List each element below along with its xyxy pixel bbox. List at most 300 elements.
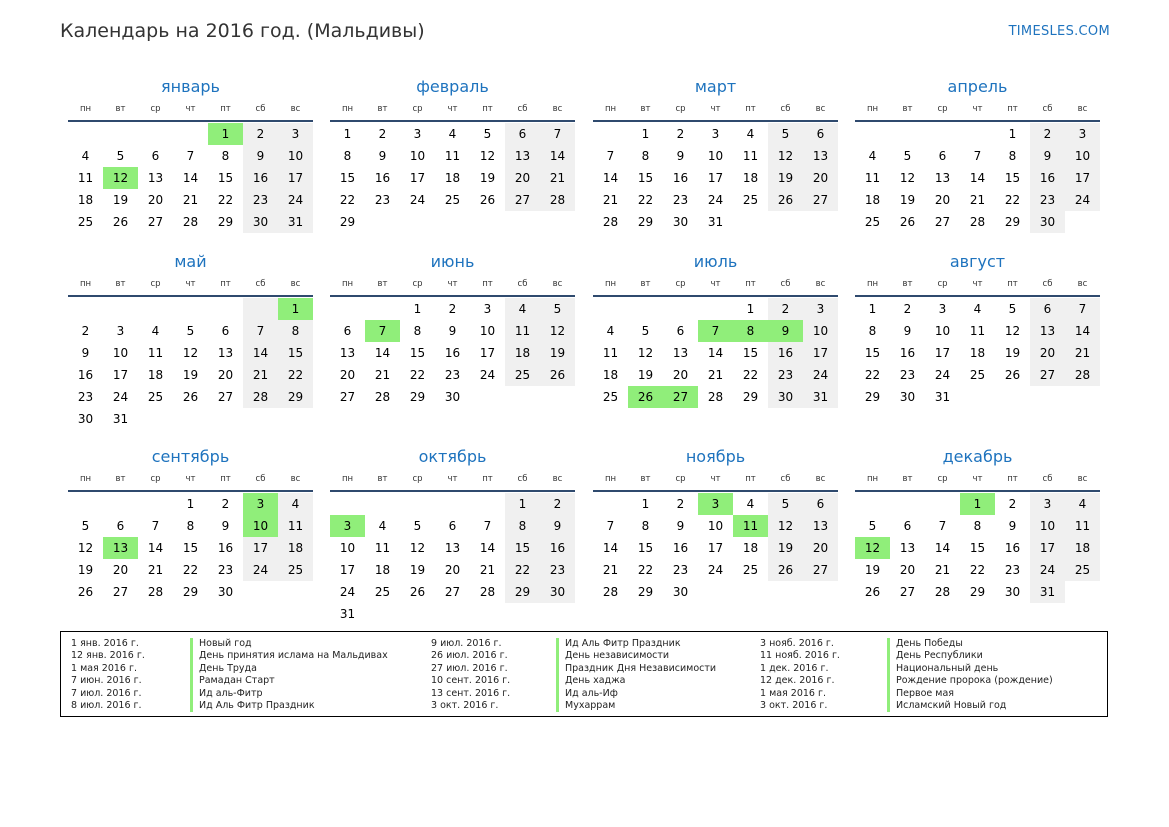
day-cell: 9 <box>1008 519 1017 533</box>
weekday-label: чт <box>447 104 458 114</box>
day-cell: 17 <box>934 346 951 360</box>
day-cell: 6 <box>448 519 457 533</box>
day-cell: 8 <box>1008 149 1017 163</box>
day-cell: 19 <box>1004 346 1021 360</box>
day-cell: 18 <box>77 193 94 207</box>
day-empty <box>593 123 628 145</box>
day-cell: 3 <box>711 127 720 141</box>
day-cell: 26 <box>628 386 663 408</box>
day-cell: 6 <box>151 149 160 163</box>
weekday-label: ср <box>675 474 686 484</box>
day-cell: 5 <box>768 493 803 515</box>
weekday-label: вт <box>902 474 913 484</box>
month-name: октябрь <box>418 447 487 466</box>
day-cell: 26 <box>864 585 881 599</box>
day-cell: 9 <box>676 149 685 163</box>
day-cell: 12 <box>540 320 575 342</box>
day-cell: 20 <box>505 167 540 189</box>
day-cell: 7 <box>606 519 615 533</box>
weekday-label: сб <box>255 279 266 289</box>
day-cell: 14 <box>969 171 986 185</box>
legend-date: 11 нояб. 2016 г. <box>760 650 840 662</box>
day-cell: 4 <box>746 127 755 141</box>
day-cell: 27 <box>899 585 916 599</box>
month-name: ноябрь <box>685 447 746 466</box>
day-cell: 22 <box>864 368 881 382</box>
weekday-header <box>68 273 313 295</box>
day-cell: 13 <box>339 346 356 360</box>
day-grid <box>593 493 838 603</box>
day-cell: 15 <box>217 171 234 185</box>
day-empty <box>365 298 400 320</box>
legend-date: 9 июл. 2016 г. <box>431 638 502 649</box>
day-cell: 6 <box>505 123 540 145</box>
day-cell: 10 <box>479 324 496 338</box>
legend-holiday-name: Рамадан Старт <box>199 675 275 687</box>
day-cell: 12 <box>768 145 803 167</box>
day-cell: 4 <box>278 493 313 515</box>
day-empty <box>173 123 208 145</box>
day-cell: 10 <box>339 541 356 555</box>
weekday-label: сб <box>517 474 528 484</box>
day-cell: 30 <box>77 412 94 426</box>
weekday-label: чт <box>185 104 196 114</box>
day-cell: 11 <box>864 171 881 185</box>
day-cell: 11 <box>733 515 768 537</box>
weekday-label: вс <box>290 474 301 484</box>
day-cell: 26 <box>768 189 803 211</box>
day-cell: 3 <box>116 324 125 338</box>
day-cell: 20 <box>444 563 461 577</box>
legend-holiday-name: День Победы <box>896 638 963 649</box>
day-cell: 23 <box>540 559 575 581</box>
weekday-header <box>330 468 575 490</box>
day-cell: 19 <box>409 563 426 577</box>
day-cell: 6 <box>803 123 838 145</box>
day-grid <box>855 298 1100 408</box>
day-cell: 22 <box>742 368 759 382</box>
day-cell: 3 <box>1065 123 1100 145</box>
weekday-header <box>593 98 838 120</box>
legend-holiday-name: Новый год <box>199 638 252 649</box>
page-title: Календарь на 2016 год. (Мальдивы) <box>60 20 425 42</box>
day-cell: 14 <box>1065 320 1100 342</box>
day-cell: 15 <box>1004 171 1021 185</box>
day-cell: 16 <box>217 541 234 555</box>
day-cell: 17 <box>479 346 496 360</box>
day-empty <box>138 298 173 320</box>
day-cell: 10 <box>1065 145 1100 167</box>
day-cell: 10 <box>409 149 426 163</box>
legend-date: 12 янв. 2016 г. <box>71 650 145 662</box>
weekday-label: вс <box>290 279 301 289</box>
legend-holiday-name: Национальный день <box>896 662 999 674</box>
day-empty <box>628 298 663 320</box>
weekday-label: ср <box>412 104 423 114</box>
day-cell: 26 <box>899 215 916 229</box>
weekday-label: вс <box>815 104 826 114</box>
day-grid <box>68 123 313 233</box>
weekday-label: пт <box>1007 279 1018 289</box>
day-cell: 20 <box>803 167 838 189</box>
day-cell: 29 <box>217 215 234 229</box>
day-cell: 15 <box>864 346 881 360</box>
day-cell: 6 <box>903 519 912 533</box>
weekday-label: сб <box>517 279 528 289</box>
day-cell: 14 <box>602 171 619 185</box>
weekday-label: пн <box>604 474 617 484</box>
day-empty <box>925 493 960 515</box>
day-cell: 24 <box>707 193 724 207</box>
day-cell: 21 <box>374 368 391 382</box>
weekday-label: ср <box>937 279 948 289</box>
day-cell: 1 <box>641 497 650 511</box>
day-grid <box>330 298 575 408</box>
weekday-label: чт <box>972 279 983 289</box>
day-cell: 18 <box>864 193 881 207</box>
day-cell: 29 <box>864 390 881 404</box>
day-cell: 13 <box>1030 320 1065 342</box>
day-cell: 7 <box>243 320 278 342</box>
day-cell: 24 <box>339 585 356 599</box>
day-cell: 19 <box>768 167 803 189</box>
day-cell: 15 <box>278 342 313 364</box>
month-8 <box>855 251 1100 408</box>
month-1 <box>68 76 313 233</box>
day-cell: 13 <box>934 171 951 185</box>
day-cell: 20 <box>112 563 129 577</box>
legend-holiday-name: День принятия ислама на Мальдивах <box>199 650 388 662</box>
day-cell: 19 <box>182 368 199 382</box>
day-cell: 16 <box>768 342 803 364</box>
day-cell: 25 <box>864 215 881 229</box>
day-cell: 22 <box>969 563 986 577</box>
legend-holiday-name: День Республики <box>896 650 983 662</box>
day-cell: 6 <box>938 149 947 163</box>
day-cell: 30 <box>243 211 278 233</box>
day-cell: 2 <box>903 302 912 316</box>
day-cell: 14 <box>934 541 951 555</box>
weekday-label: чт <box>710 474 721 484</box>
day-cell: 29 <box>969 585 986 599</box>
day-cell: 17 <box>243 537 278 559</box>
day-cell: 28 <box>602 585 619 599</box>
day-cell: 11 <box>602 346 619 360</box>
day-cell: 2 <box>1030 123 1065 145</box>
legend-date: 1 дек. 2016 г. <box>760 662 829 674</box>
day-cell: 29 <box>278 386 313 408</box>
day-cell: 10 <box>934 324 951 338</box>
day-cell: 20 <box>147 193 164 207</box>
day-cell: 3 <box>278 123 313 145</box>
day-cell: 8 <box>278 320 313 342</box>
day-cell: 10 <box>707 519 724 533</box>
day-cell: 11 <box>969 324 986 338</box>
day-cell: 28 <box>540 189 575 211</box>
day-cell: 21 <box>969 193 986 207</box>
day-cell: 12 <box>103 167 138 189</box>
day-cell: 20 <box>899 563 916 577</box>
weekday-label: чт <box>447 279 458 289</box>
day-cell: 9 <box>540 515 575 537</box>
day-cell: 5 <box>116 149 125 163</box>
weekday-label: вт <box>377 104 388 114</box>
month-12 <box>855 446 1100 603</box>
day-cell: 26 <box>479 193 496 207</box>
day-cell: 21 <box>602 563 619 577</box>
day-cell: 24 <box>243 559 278 581</box>
day-cell: 24 <box>707 563 724 577</box>
day-cell: 28 <box>243 386 278 408</box>
month-divider <box>68 120 313 122</box>
weekday-label: чт <box>710 279 721 289</box>
day-cell: 11 <box>505 320 540 342</box>
day-cell: 18 <box>444 171 461 185</box>
month-2 <box>330 76 575 233</box>
weekday-label: пт <box>745 279 756 289</box>
day-cell: 31 <box>339 607 356 621</box>
day-cell: 25 <box>444 193 461 207</box>
day-cell: 8 <box>733 320 768 342</box>
day-cell: 2 <box>448 302 457 316</box>
day-cell: 23 <box>672 563 689 577</box>
weekday-header <box>593 468 838 490</box>
day-cell: 25 <box>742 563 759 577</box>
day-cell: 15 <box>409 346 426 360</box>
day-cell: 26 <box>540 364 575 386</box>
day-cell: 1 <box>186 497 195 511</box>
day-cell: 16 <box>672 171 689 185</box>
weekday-label: ср <box>150 279 161 289</box>
day-empty <box>890 493 925 515</box>
weekday-header <box>855 468 1100 490</box>
day-cell: 23 <box>243 189 278 211</box>
day-cell: 28 <box>969 215 986 229</box>
weekday-label: пн <box>866 474 879 484</box>
day-cell: 12 <box>409 541 426 555</box>
day-cell: 3 <box>330 515 365 537</box>
day-cell: 25 <box>278 559 313 581</box>
day-cell: 30 <box>672 215 689 229</box>
day-cell: 17 <box>803 342 838 364</box>
day-cell: 1 <box>868 302 877 316</box>
day-cell: 3 <box>938 302 947 316</box>
day-cell: 3 <box>413 127 422 141</box>
day-cell: 27 <box>147 215 164 229</box>
legend-holiday-name: Ид аль-Иф <box>565 687 618 699</box>
legend-holiday-name: Рождение пророка (рождение) <box>896 675 1053 687</box>
day-cell: 16 <box>77 368 94 382</box>
day-empty <box>68 493 103 515</box>
day-cell: 17 <box>707 541 724 555</box>
day-cell: 7 <box>973 149 982 163</box>
day-cell: 19 <box>77 563 94 577</box>
month-divider <box>330 490 575 492</box>
month-name: апрель <box>947 77 1008 96</box>
day-cell: 22 <box>637 563 654 577</box>
day-cell: 26 <box>182 390 199 404</box>
day-cell: 10 <box>1030 515 1065 537</box>
day-cell: 11 <box>77 171 94 185</box>
day-cell: 4 <box>151 324 160 338</box>
legend-holiday-name: Первое мая <box>896 687 954 699</box>
day-cell: 14 <box>479 541 496 555</box>
day-cell: 21 <box>707 368 724 382</box>
weekday-label: пн <box>341 279 354 289</box>
day-cell: 15 <box>969 541 986 555</box>
weekday-label: ср <box>675 279 686 289</box>
day-cell: 12 <box>182 346 199 360</box>
weekday-label: вс <box>815 474 826 484</box>
weekday-label: пн <box>604 279 617 289</box>
month-name: июль <box>693 252 738 271</box>
day-cell: 13 <box>505 145 540 167</box>
day-cell: 14 <box>602 541 619 555</box>
weekday-label: пн <box>604 104 617 114</box>
day-cell: 19 <box>864 563 881 577</box>
day-cell: 28 <box>934 585 951 599</box>
legend-date: 1 мая 2016 г. <box>760 687 826 699</box>
day-cell: 30 <box>768 386 803 408</box>
day-cell: 22 <box>1004 193 1021 207</box>
weekday-label: вс <box>1077 104 1088 114</box>
day-cell: 25 <box>742 193 759 207</box>
weekday-label: сб <box>1042 474 1053 484</box>
day-cell: 9 <box>676 519 685 533</box>
day-cell: 27 <box>112 585 129 599</box>
day-cell: 26 <box>112 215 129 229</box>
day-cell: 27 <box>803 189 838 211</box>
day-cell: 31 <box>278 211 313 233</box>
legend-holiday-name: Ид Аль Фитр Праздник <box>199 699 315 711</box>
day-cell: 13 <box>147 171 164 185</box>
day-cell: 4 <box>505 298 540 320</box>
weekday-label: вс <box>815 279 826 289</box>
month-divider <box>330 120 575 122</box>
day-cell: 1 <box>278 298 313 320</box>
legend-holiday-name: Мухаррам <box>565 699 616 711</box>
day-cell: 29 <box>742 390 759 404</box>
weekday-label: вт <box>640 279 651 289</box>
day-cell: 19 <box>540 342 575 364</box>
day-cell: 4 <box>448 127 457 141</box>
day-empty <box>138 493 173 515</box>
day-cell: 2 <box>1008 497 1017 511</box>
day-empty <box>890 123 925 145</box>
weekday-label: вт <box>640 104 651 114</box>
weekday-label: чт <box>185 279 196 289</box>
weekday-header <box>68 468 313 490</box>
day-cell: 20 <box>803 537 838 559</box>
weekday-label: вт <box>902 279 913 289</box>
legend-holiday-name: Ид аль-Фитр <box>199 687 263 699</box>
day-cell: 23 <box>77 390 94 404</box>
site-link[interactable]: TIMESLES.COM <box>1008 24 1110 39</box>
weekday-label: пн <box>79 474 92 484</box>
day-cell: 5 <box>81 519 90 533</box>
day-cell: 28 <box>1065 364 1100 386</box>
day-cell: 21 <box>602 193 619 207</box>
day-empty <box>593 298 628 320</box>
day-cell: 6 <box>1030 298 1065 320</box>
legend-date: 10 сент. 2016 г. <box>431 675 511 687</box>
weekday-label: чт <box>710 104 721 114</box>
day-cell: 25 <box>602 390 619 404</box>
weekday-label: чт <box>447 474 458 484</box>
day-cell: 6 <box>803 493 838 515</box>
day-cell: 5 <box>641 324 650 338</box>
day-empty <box>330 298 365 320</box>
day-cell: 18 <box>1065 537 1100 559</box>
legend-date: 3 окт. 2016 г. <box>760 699 828 711</box>
legend-dates <box>760 638 840 712</box>
day-cell: 13 <box>899 541 916 555</box>
weekday-label: пт <box>220 474 231 484</box>
day-cell: 29 <box>409 390 426 404</box>
month-name: май <box>174 252 207 271</box>
weekday-label: вс <box>552 104 563 114</box>
day-cell: 18 <box>602 368 619 382</box>
day-cell: 4 <box>746 497 755 511</box>
day-cell: 26 <box>768 559 803 581</box>
day-cell: 5 <box>483 127 492 141</box>
day-cell: 21 <box>182 193 199 207</box>
day-cell: 9 <box>221 519 230 533</box>
day-cell: 8 <box>221 149 230 163</box>
weekday-label: ср <box>937 104 948 114</box>
day-cell: 24 <box>803 364 838 386</box>
legend-names <box>190 638 388 712</box>
day-cell: 3 <box>243 493 278 515</box>
weekday-header <box>855 273 1100 295</box>
weekday-label: сб <box>1042 279 1053 289</box>
legend-holiday-name: День Труда <box>199 662 257 674</box>
day-cell: 4 <box>81 149 90 163</box>
legend-dates <box>431 638 510 712</box>
month-11 <box>593 446 838 603</box>
day-empty <box>855 123 890 145</box>
day-grid <box>330 123 575 233</box>
weekday-label: пт <box>220 104 231 114</box>
day-cell: 2 <box>768 298 803 320</box>
day-cell: 28 <box>374 390 391 404</box>
day-cell: 27 <box>803 559 838 581</box>
day-cell: 12 <box>637 346 654 360</box>
weekday-header <box>330 98 575 120</box>
day-cell: 23 <box>768 364 803 386</box>
day-grid <box>68 298 313 430</box>
month-divider <box>68 490 313 492</box>
day-cell: 5 <box>1008 302 1017 316</box>
legend-date: 7 июл. 2016 г. <box>71 687 142 699</box>
day-cell: 4 <box>1065 493 1100 515</box>
day-cell: 20 <box>672 368 689 382</box>
month-divider <box>593 295 838 297</box>
day-cell: 9 <box>1030 145 1065 167</box>
day-cell: 14 <box>147 541 164 555</box>
day-cell: 15 <box>637 541 654 555</box>
day-cell: 22 <box>182 563 199 577</box>
day-cell: 29 <box>1004 215 1021 229</box>
weekday-label: вт <box>115 474 126 484</box>
weekday-label: пн <box>866 279 879 289</box>
day-grid <box>593 298 838 408</box>
day-cell: 14 <box>243 342 278 364</box>
day-cell: 31 <box>1030 581 1065 603</box>
day-cell: 21 <box>479 563 496 577</box>
month-3 <box>593 76 838 233</box>
day-cell: 24 <box>934 368 951 382</box>
